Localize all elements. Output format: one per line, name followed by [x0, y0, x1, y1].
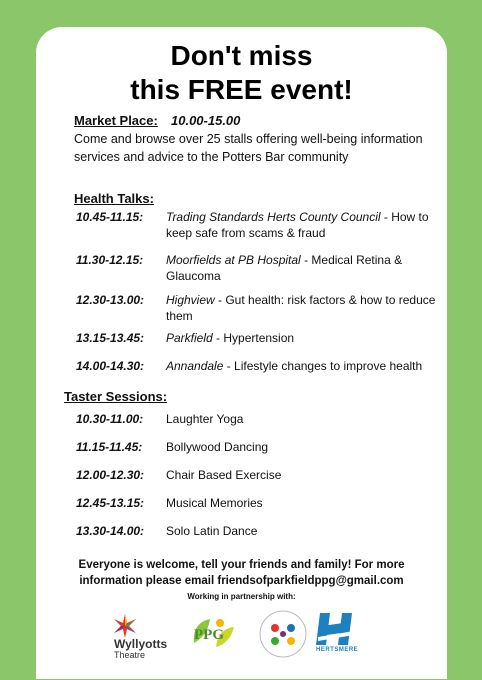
- taster-session-activity: Laughter Yoga: [166, 412, 244, 426]
- partner-logos: [36, 607, 447, 667]
- taster-session-activity: Musical Memories: [166, 496, 263, 510]
- taster-session-time: 13.30-14.00:: [76, 524, 145, 538]
- partnership-label: Working in partnership with:: [187, 592, 296, 601]
- health-talk-venue: Annandale: [166, 359, 224, 373]
- health-talk-desc: [166, 330, 440, 346]
- taster-sessions-heading: Taster Sessions:: [64, 389, 168, 404]
- health-talk-time: 11.30-12.15:: [76, 253, 144, 267]
- taster-session-time: 10.30-11.00:: [76, 412, 144, 426]
- star-icon: [112, 613, 138, 639]
- health-talk-desc: [166, 209, 440, 241]
- people-circle-icon: [258, 609, 308, 659]
- health-talks-heading: Health Talks:: [74, 191, 154, 206]
- taster-session-time: 12.00-12.30:: [76, 468, 145, 482]
- health-talk-time: 12.30-13.00:: [76, 293, 145, 307]
- health-talk-venue: Trading Standards Herts County Council: [166, 210, 381, 224]
- health-talk-time: 10.45-11.15:: [76, 210, 144, 224]
- health-talk-topic: - How to keep safe from scams & fraud: [166, 210, 429, 240]
- wyllyotts-sub: Theatre: [114, 650, 146, 660]
- health-talk-venue: Highview: [166, 293, 215, 307]
- hertsmere-name: HERTSMERE: [316, 647, 359, 653]
- title-line-1: Don't miss: [170, 40, 313, 71]
- hertsmere-logo: [314, 611, 362, 661]
- health-talk-topic: - Lifestyle changes to improve health: [223, 359, 423, 373]
- market-place-label: Market Place:: [74, 113, 158, 128]
- health-talk-venue: Parkfield: [166, 331, 213, 345]
- health-talk-desc: [166, 252, 440, 284]
- health-talk-topic: - Medical Retina & Glaucoma: [166, 253, 403, 283]
- taster-session-activity: Chair Based Exercise: [166, 468, 282, 482]
- circle-community-logo: [258, 609, 308, 659]
- health-talk-topic: - Hypertension: [212, 331, 295, 345]
- hertsmere-h-icon: [314, 611, 356, 647]
- wyllyotts-theatre-logo: [108, 613, 178, 659]
- title-line-2: this FREE event!: [130, 74, 353, 105]
- health-talk-desc: [166, 358, 440, 374]
- health-talk-desc: [166, 292, 440, 324]
- market-place-description: Come and browse over 25 stalls offering well-being information services and advice to the Potters Bar community: [74, 132, 423, 164]
- flyer-card: [36, 27, 447, 679]
- health-talk-time: 14.00-14.30:: [76, 359, 145, 373]
- taster-session-time: 11.15-11.45:: [76, 440, 143, 454]
- health-talk-venue: Moorfields at PB Hospital: [166, 253, 301, 267]
- market-place-time: 10.00-15.00: [171, 113, 241, 128]
- welcome-text: Everyone is welcome, tell your friends and family! For more: [78, 559, 405, 571]
- wyllyotts-name: Wyllyotts: [114, 637, 168, 651]
- taster-session-activity: Bollywood Dancing: [166, 440, 269, 454]
- health-talk-time: 13.15-13.45:: [76, 331, 145, 345]
- taster-session-time: 12.45-13.15:: [76, 496, 145, 510]
- contact-email-text: information please email friendsofparkfieldppg@gmail.com: [79, 575, 404, 587]
- ppg-logo: [186, 613, 242, 659]
- health-talk-topic: - Gut health: risk factors & how to reduce them: [166, 293, 436, 323]
- ppg-text: PPG: [194, 627, 224, 643]
- taster-session-activity: Solo Latin Dance: [166, 524, 258, 538]
